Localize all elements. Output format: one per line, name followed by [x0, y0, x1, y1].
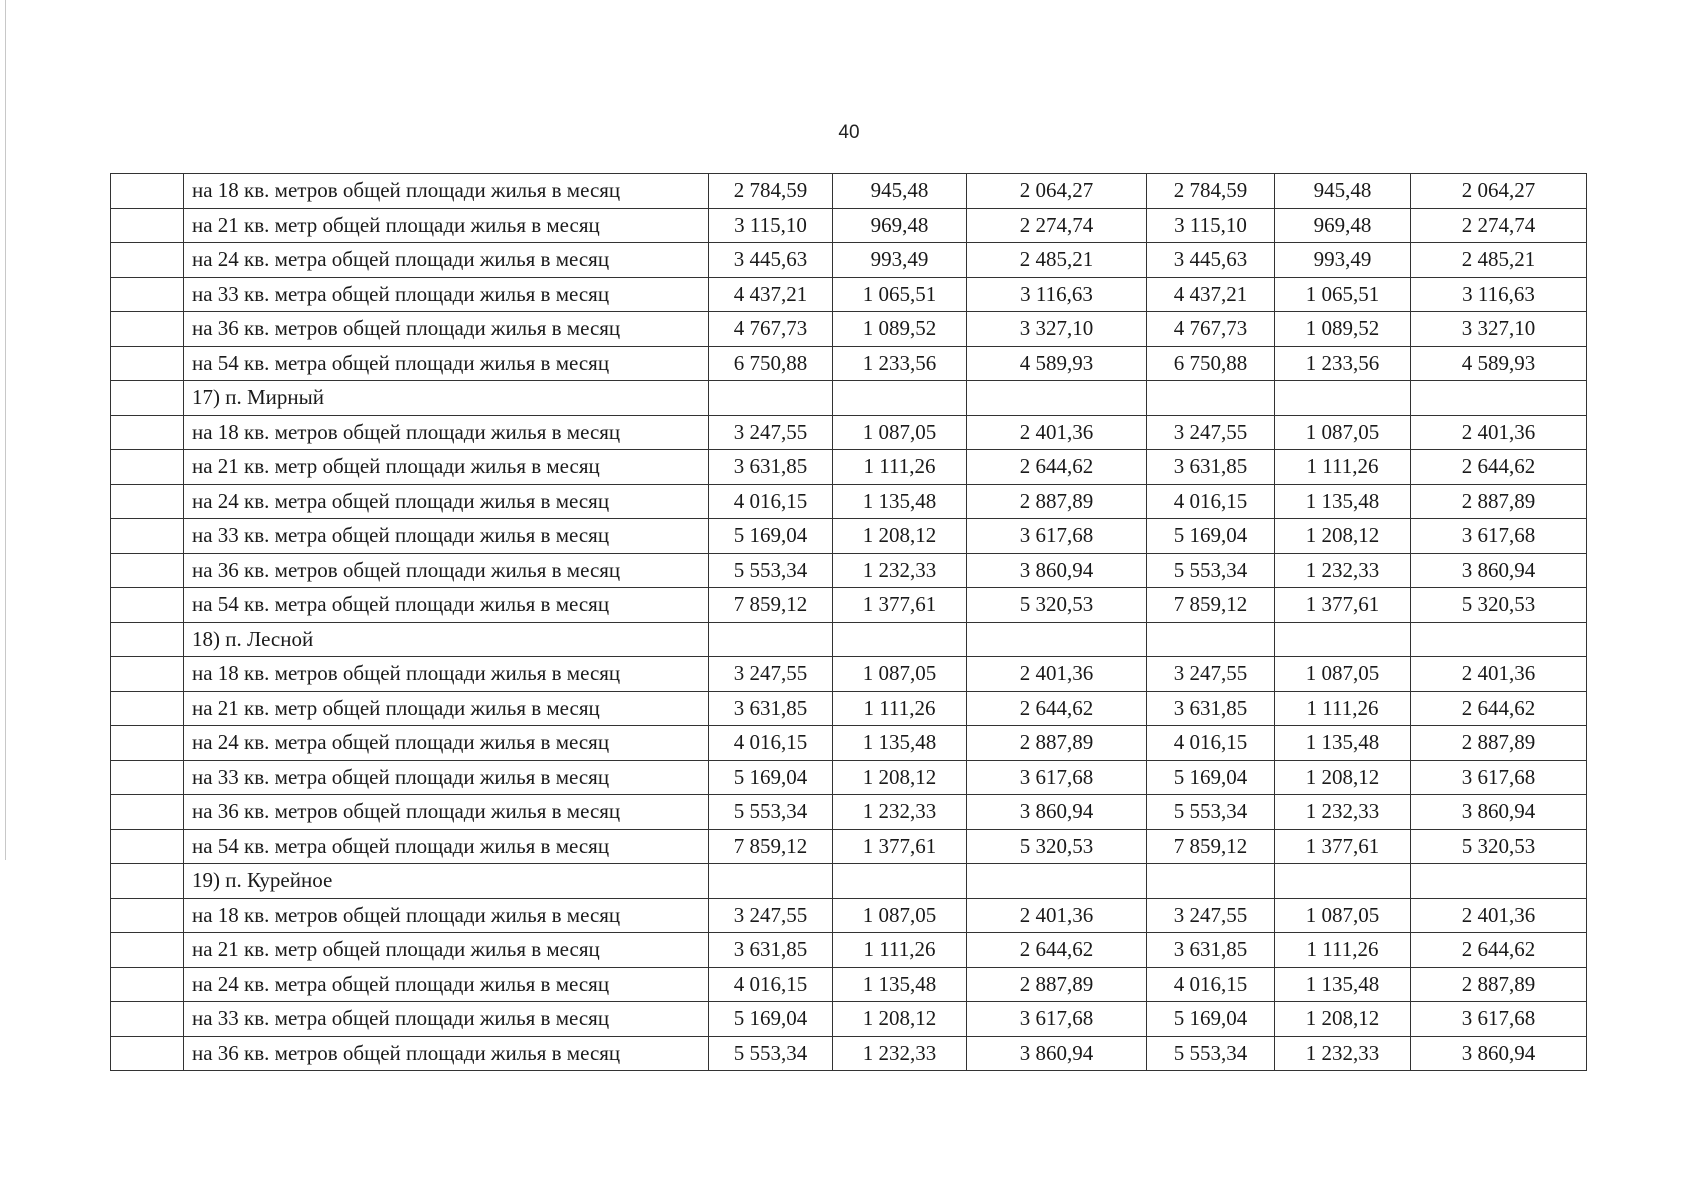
value-cell: 2 274,74	[967, 208, 1147, 243]
table-row	[111, 208, 1587, 243]
value-cell	[1411, 622, 1587, 657]
value-cell: 3 116,63	[1411, 277, 1587, 312]
row-number-cell	[111, 829, 184, 864]
value-cell: 1 087,05	[1275, 657, 1411, 692]
value-cell: 3 247,55	[1147, 657, 1275, 692]
value-cell: 3 247,55	[1147, 898, 1275, 933]
value-cell: 5 553,34	[1147, 795, 1275, 830]
row-description: на 33 кв. метра общей площади жилья в месяц	[184, 760, 709, 795]
value-cell	[833, 381, 967, 416]
table-row	[111, 484, 1587, 519]
row-number-cell	[111, 415, 184, 450]
value-cell: 1 111,26	[833, 933, 967, 968]
value-cell: 2 064,27	[1411, 174, 1587, 209]
value-cell: 2 887,89	[1411, 484, 1587, 519]
value-cell: 1 111,26	[1275, 450, 1411, 485]
value-cell: 4 437,21	[709, 277, 833, 312]
value-cell: 1 135,48	[833, 484, 967, 519]
value-cell: 1 087,05	[1275, 415, 1411, 450]
value-cell: 1 208,12	[1275, 760, 1411, 795]
value-cell: 3 617,68	[1411, 760, 1587, 795]
value-cell: 1 233,56	[1275, 346, 1411, 381]
value-cell	[709, 864, 833, 899]
value-cell: 5 169,04	[1147, 760, 1275, 795]
value-cell	[967, 381, 1147, 416]
value-cell: 1 377,61	[833, 588, 967, 623]
value-cell: 1 111,26	[1275, 691, 1411, 726]
value-cell: 3 631,85	[1147, 691, 1275, 726]
value-cell: 2 401,36	[1411, 415, 1587, 450]
value-cell	[1147, 622, 1275, 657]
value-cell: 3 617,68	[1411, 1002, 1587, 1037]
value-cell: 1 111,26	[833, 691, 967, 726]
row-description: на 24 кв. метра общей площади жилья в месяц	[184, 967, 709, 1002]
row-description: на 54 кв. метра общей площади жилья в месяц	[184, 346, 709, 381]
value-cell: 1 232,33	[1275, 553, 1411, 588]
value-cell: 5 553,34	[709, 1036, 833, 1071]
value-cell: 2 644,62	[967, 450, 1147, 485]
table-row	[111, 760, 1587, 795]
row-number-cell	[111, 174, 184, 209]
row-number-cell	[111, 553, 184, 588]
value-cell: 993,49	[1275, 243, 1411, 278]
value-cell: 5 320,53	[1411, 588, 1587, 623]
value-cell: 3 327,10	[967, 312, 1147, 347]
table-row	[111, 312, 1587, 347]
value-cell: 3 860,94	[1411, 795, 1587, 830]
row-description: на 54 кв. метра общей площади жилья в месяц	[184, 829, 709, 864]
value-cell: 1 135,48	[1275, 726, 1411, 761]
value-cell: 2 274,74	[1411, 208, 1587, 243]
table-row	[111, 243, 1587, 278]
table-row	[111, 691, 1587, 726]
value-cell: 1 111,26	[1275, 933, 1411, 968]
value-cell: 3 631,85	[1147, 450, 1275, 485]
row-description: на 33 кв. метра общей площади жилья в месяц	[184, 519, 709, 554]
value-cell	[709, 381, 833, 416]
table-row	[111, 174, 1587, 209]
value-cell: 2 401,36	[967, 898, 1147, 933]
row-description: на 18 кв. метров общей площади жилья в месяц	[184, 415, 709, 450]
value-cell: 3 860,94	[967, 1036, 1147, 1071]
value-cell: 1 087,05	[1275, 898, 1411, 933]
value-cell: 4 589,93	[1411, 346, 1587, 381]
table-row	[111, 898, 1587, 933]
value-cell: 4 016,15	[709, 484, 833, 519]
value-cell: 3 445,63	[1147, 243, 1275, 278]
row-description: на 21 кв. метр общей площади жилья в месяц	[184, 208, 709, 243]
value-cell: 2 887,89	[967, 484, 1147, 519]
value-cell: 5 169,04	[709, 760, 833, 795]
row-number-cell	[111, 795, 184, 830]
value-cell: 3 116,63	[967, 277, 1147, 312]
value-cell: 1 089,52	[833, 312, 967, 347]
value-cell: 969,48	[833, 208, 967, 243]
value-cell: 4 589,93	[967, 346, 1147, 381]
row-number-cell	[111, 588, 184, 623]
value-cell	[1275, 622, 1411, 657]
value-cell: 1 232,33	[833, 795, 967, 830]
value-cell: 5 320,53	[1411, 829, 1587, 864]
row-description: на 24 кв. метра общей площади жилья в месяц	[184, 726, 709, 761]
row-description: на 36 кв. метров общей площади жилья в месяц	[184, 553, 709, 588]
row-number-cell	[111, 519, 184, 554]
row-description: на 18 кв. метров общей площади жилья в месяц	[184, 174, 709, 209]
value-cell: 3 631,85	[709, 933, 833, 968]
table-row	[111, 829, 1587, 864]
table-row	[111, 622, 1587, 657]
value-cell: 3 617,68	[967, 760, 1147, 795]
row-number-cell	[111, 208, 184, 243]
table-row	[111, 346, 1587, 381]
value-cell: 1 135,48	[833, 967, 967, 1002]
value-cell: 4 016,15	[1147, 967, 1275, 1002]
value-cell: 3 617,68	[1411, 519, 1587, 554]
row-number-cell	[111, 243, 184, 278]
row-description: 18) п. Лесной	[184, 622, 709, 657]
value-cell: 3 860,94	[1411, 1036, 1587, 1071]
value-cell: 1 208,12	[1275, 1002, 1411, 1037]
value-cell: 4 437,21	[1147, 277, 1275, 312]
page-number: 40	[838, 122, 860, 143]
value-cell: 4 016,15	[709, 726, 833, 761]
row-number-cell	[111, 726, 184, 761]
value-cell: 1 135,48	[1275, 484, 1411, 519]
table-row	[111, 933, 1587, 968]
value-cell: 1 208,12	[833, 519, 967, 554]
value-cell: 3 445,63	[709, 243, 833, 278]
row-number-cell	[111, 933, 184, 968]
value-cell	[833, 864, 967, 899]
value-cell: 2 401,36	[1411, 657, 1587, 692]
value-cell: 1 208,12	[1275, 519, 1411, 554]
row-number-cell	[111, 450, 184, 485]
value-cell: 4 767,73	[1147, 312, 1275, 347]
value-cell: 2 644,62	[1411, 450, 1587, 485]
row-description: на 24 кв. метра общей площади жилья в месяц	[184, 243, 709, 278]
value-cell: 2 887,89	[1411, 967, 1587, 1002]
row-description: на 33 кв. метра общей площади жилья в месяц	[184, 1002, 709, 1037]
value-cell: 1 135,48	[833, 726, 967, 761]
value-cell	[1411, 381, 1587, 416]
value-cell: 993,49	[833, 243, 967, 278]
value-cell: 2 644,62	[967, 933, 1147, 968]
value-cell: 4 016,15	[709, 967, 833, 1002]
row-description: 17) п. Мирный	[184, 381, 709, 416]
value-cell: 1 208,12	[833, 1002, 967, 1037]
row-number-cell	[111, 1036, 184, 1071]
value-cell: 2 064,27	[967, 174, 1147, 209]
table-row	[111, 277, 1587, 312]
table-row	[111, 795, 1587, 830]
value-cell: 4 016,15	[1147, 726, 1275, 761]
value-cell: 1 208,12	[833, 760, 967, 795]
row-description: на 21 кв. метр общей площади жилья в месяц	[184, 933, 709, 968]
value-cell: 1 065,51	[1275, 277, 1411, 312]
table-row	[111, 967, 1587, 1002]
value-cell: 5 553,34	[1147, 1036, 1275, 1071]
row-number-cell	[111, 381, 184, 416]
row-description: на 21 кв. метр общей площади жилья в месяц	[184, 691, 709, 726]
value-cell: 945,48	[833, 174, 967, 209]
value-cell	[833, 622, 967, 657]
row-description: на 21 кв. метр общей площади жилья в месяц	[184, 450, 709, 485]
value-cell	[1275, 381, 1411, 416]
value-cell: 7 859,12	[709, 588, 833, 623]
tariff-table	[110, 173, 1587, 1071]
value-cell: 5 553,34	[1147, 553, 1275, 588]
value-cell: 2 485,21	[967, 243, 1147, 278]
value-cell	[1275, 864, 1411, 899]
value-cell: 3 631,85	[1147, 933, 1275, 968]
value-cell: 3 327,10	[1411, 312, 1587, 347]
row-description: на 36 кв. метров общей площади жилья в месяц	[184, 312, 709, 347]
value-cell: 2 644,62	[1411, 933, 1587, 968]
row-number-cell	[111, 1002, 184, 1037]
value-cell: 4 016,15	[1147, 484, 1275, 519]
value-cell: 7 859,12	[709, 829, 833, 864]
row-description: 19) п. Курейное	[184, 864, 709, 899]
value-cell: 1 087,05	[833, 898, 967, 933]
value-cell: 3 617,68	[967, 519, 1147, 554]
value-cell	[1411, 864, 1587, 899]
value-cell: 1 377,61	[1275, 588, 1411, 623]
value-cell: 1 233,56	[833, 346, 967, 381]
value-cell: 1 232,33	[1275, 1036, 1411, 1071]
value-cell: 1 087,05	[833, 415, 967, 450]
value-cell: 5 320,53	[967, 588, 1147, 623]
value-cell: 3 247,55	[709, 415, 833, 450]
value-cell: 3 860,94	[967, 553, 1147, 588]
row-number-cell	[111, 484, 184, 519]
value-cell: 2 401,36	[1411, 898, 1587, 933]
value-cell: 1 087,05	[833, 657, 967, 692]
value-cell: 2 887,89	[1411, 726, 1587, 761]
table-row	[111, 588, 1587, 623]
row-number-cell	[111, 967, 184, 1002]
value-cell: 7 859,12	[1147, 588, 1275, 623]
value-cell: 969,48	[1275, 208, 1411, 243]
value-cell	[1147, 381, 1275, 416]
value-cell: 1 089,52	[1275, 312, 1411, 347]
value-cell: 6 750,88	[709, 346, 833, 381]
table-row	[111, 657, 1587, 692]
value-cell: 2 644,62	[1411, 691, 1587, 726]
value-cell: 5 320,53	[967, 829, 1147, 864]
value-cell	[967, 622, 1147, 657]
value-cell: 2 887,89	[967, 967, 1147, 1002]
table-row	[111, 553, 1587, 588]
row-number-cell	[111, 657, 184, 692]
table-row	[111, 381, 1587, 416]
row-description: на 33 кв. метра общей площади жилья в месяц	[184, 277, 709, 312]
value-cell: 5 169,04	[1147, 1002, 1275, 1037]
row-description: на 18 кв. метров общей площади жилья в месяц	[184, 657, 709, 692]
value-cell	[709, 622, 833, 657]
row-number-cell	[111, 898, 184, 933]
row-number-cell	[111, 864, 184, 899]
value-cell	[1147, 864, 1275, 899]
value-cell: 3 115,10	[1147, 208, 1275, 243]
value-cell: 1 377,61	[833, 829, 967, 864]
row-number-cell	[111, 346, 184, 381]
value-cell: 5 553,34	[709, 795, 833, 830]
row-description: на 24 кв. метра общей площади жилья в месяц	[184, 484, 709, 519]
value-cell: 7 859,12	[1147, 829, 1275, 864]
value-cell: 2 887,89	[967, 726, 1147, 761]
table-row	[111, 1002, 1587, 1037]
table-row	[111, 519, 1587, 554]
value-cell: 3 247,55	[1147, 415, 1275, 450]
value-cell: 2 401,36	[967, 415, 1147, 450]
row-number-cell	[111, 691, 184, 726]
table-row	[111, 864, 1587, 899]
value-cell: 1 377,61	[1275, 829, 1411, 864]
row-description: на 18 кв. метров общей площади жилья в месяц	[184, 898, 709, 933]
table-body	[111, 174, 1587, 1071]
table-row	[111, 726, 1587, 761]
value-cell: 2 644,62	[967, 691, 1147, 726]
row-description: на 36 кв. метров общей площади жилья в месяц	[184, 795, 709, 830]
value-cell: 3 617,68	[967, 1002, 1147, 1037]
value-cell: 3 860,94	[967, 795, 1147, 830]
value-cell: 3 631,85	[709, 691, 833, 726]
row-number-cell	[111, 622, 184, 657]
value-cell: 3 860,94	[1411, 553, 1587, 588]
value-cell: 3 631,85	[709, 450, 833, 485]
row-number-cell	[111, 277, 184, 312]
value-cell: 6 750,88	[1147, 346, 1275, 381]
row-number-cell	[111, 760, 184, 795]
value-cell: 3 247,55	[709, 898, 833, 933]
row-description: на 36 кв. метров общей площади жилья в месяц	[184, 1036, 709, 1071]
value-cell: 1 232,33	[1275, 795, 1411, 830]
value-cell: 1 232,33	[833, 553, 967, 588]
value-cell: 5 169,04	[709, 1002, 833, 1037]
row-description: на 54 кв. метра общей площади жилья в месяц	[184, 588, 709, 623]
value-cell: 2 401,36	[967, 657, 1147, 692]
value-cell	[967, 864, 1147, 899]
value-cell: 3 247,55	[709, 657, 833, 692]
row-number-cell	[111, 312, 184, 347]
value-cell: 2 485,21	[1411, 243, 1587, 278]
value-cell: 5 169,04	[1147, 519, 1275, 554]
value-cell: 5 553,34	[709, 553, 833, 588]
value-cell: 2 784,59	[1147, 174, 1275, 209]
value-cell: 3 115,10	[709, 208, 833, 243]
value-cell: 2 784,59	[709, 174, 833, 209]
value-cell: 1 111,26	[833, 450, 967, 485]
table-row	[111, 415, 1587, 450]
table-row	[111, 1036, 1587, 1071]
value-cell: 4 767,73	[709, 312, 833, 347]
value-cell: 945,48	[1275, 174, 1411, 209]
value-cell: 5 169,04	[709, 519, 833, 554]
value-cell: 1 135,48	[1275, 967, 1411, 1002]
value-cell: 1 065,51	[833, 277, 967, 312]
value-cell: 1 232,33	[833, 1036, 967, 1071]
table-row	[111, 450, 1587, 485]
